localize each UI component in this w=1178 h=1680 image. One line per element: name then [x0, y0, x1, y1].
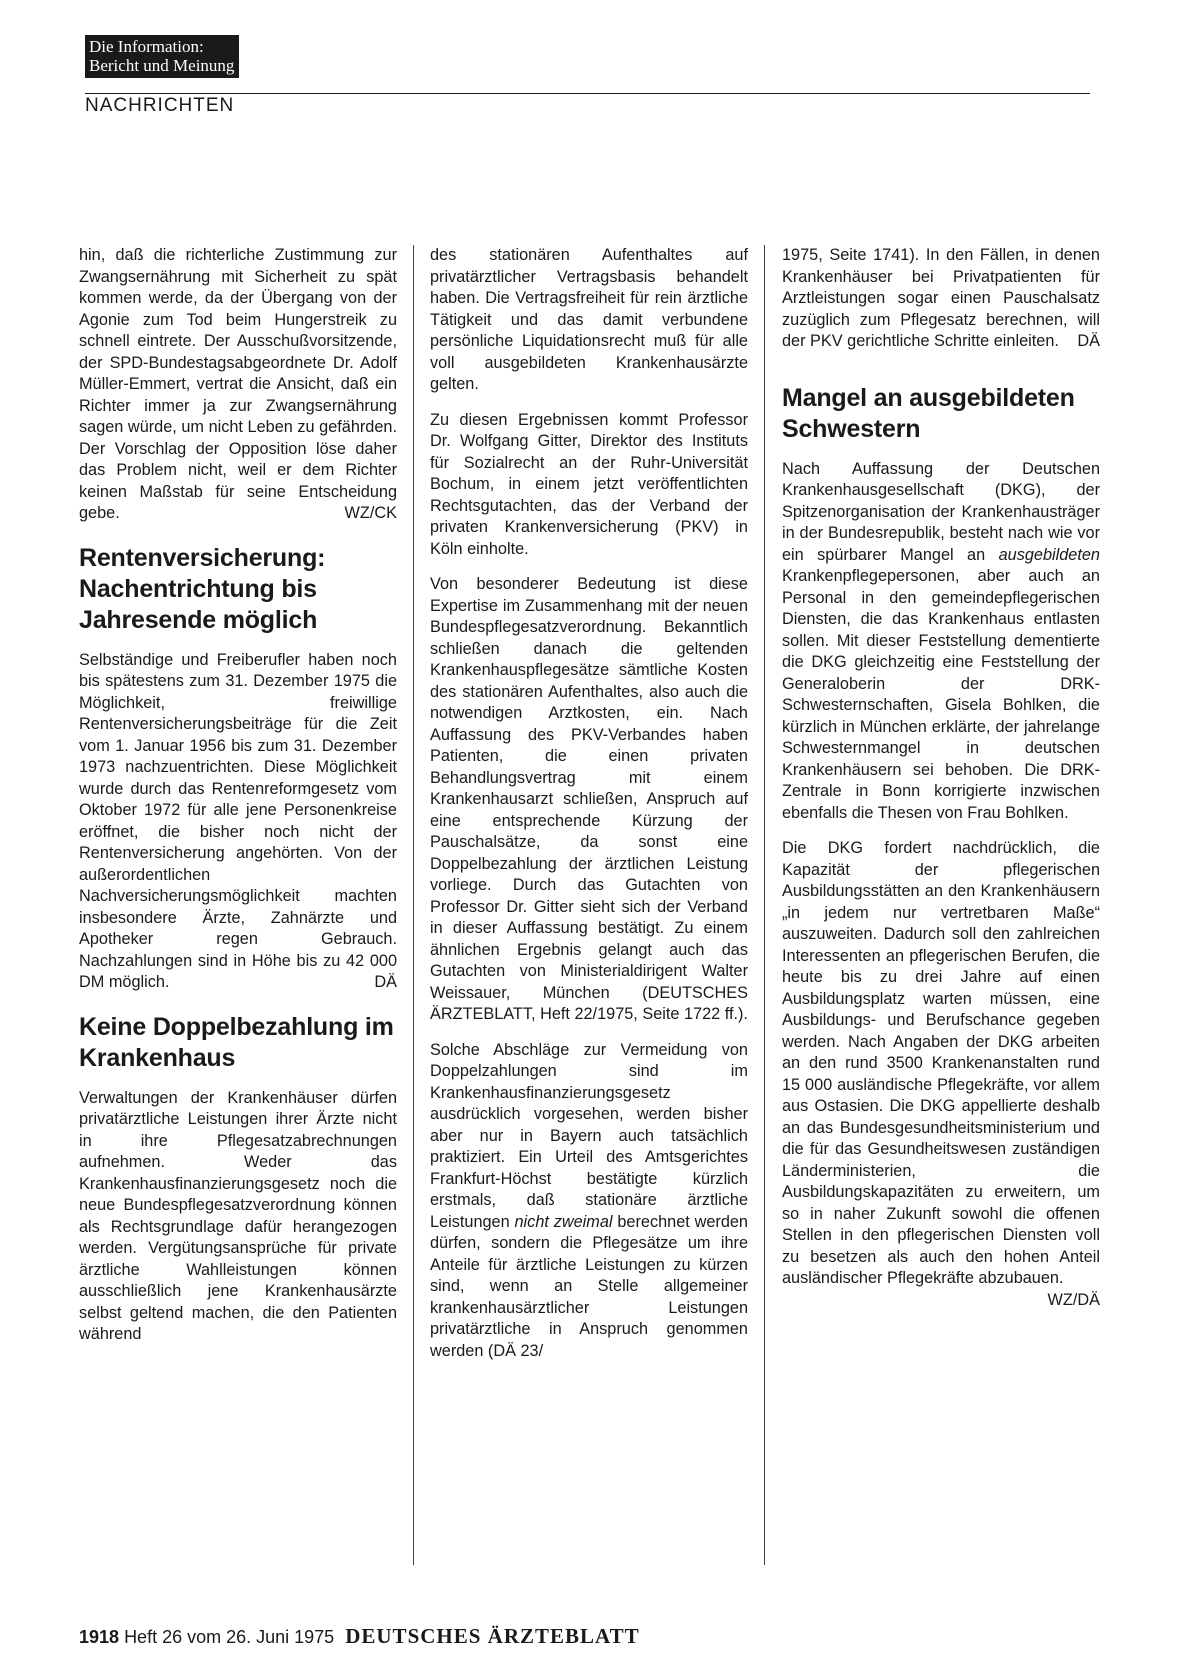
headline-schwestern: Mangel an ausgebildeten Schwestern — [782, 383, 1075, 443]
column-divider — [413, 245, 414, 1565]
masthead: DEUTSCHES ÄRZTEBLATT — [345, 1624, 640, 1648]
paragraph: des stationären Aufenthaltes auf privatärztlicher Vertragsbasis behandelt haben. Die Vertragsfreiheit für rein ärztliche Tätigkeit und das damit verbundene persönliche Liquidationsrecht muß für alle voll ausgebildeten Krankenhausärzte gelten. — [430, 246, 748, 393]
page-footer — [79, 1624, 640, 1649]
paragraph: Selbständige und Freiberufler haben noch bis spätestens zum 31. Dezember 1975 die Möglichkeit, freiwillige Rentenversicherungsbeiträge für die Zeit vom 1. Januar 1956 bis zum 31. Dezember 1973 nachzuentrichten. Diese Möglichkeit wurde durch das Rentenreformgesetz vom Oktober 1972 für alle jene Personenkreise eröffnet, die bisher noch nicht der Rentenversicherung angehörten. Von der außerordentlichen Nachversicherungsmöglichkeit machten insbesondere Ärzte, Zahnärzte und Apotheker regen Gebrauch. Nachzahlungen sind in Höhe bis zu 42 000 DM möglich. DÄ — [79, 650, 397, 994]
column-3 — [782, 245, 1100, 1311]
page-number: 1918 — [79, 1627, 120, 1647]
author-signature: WZ/CK — [344, 504, 397, 522]
author-signature: DÄ — [1077, 332, 1100, 350]
rubric-box — [85, 35, 239, 78]
headline-doppelbezahlung: Keine Doppelbezahlung im Krankenhaus — [79, 1012, 394, 1072]
paragraph: Verwaltungen der Krankenhäuser dürfen privatärztliche Leistungen ihrer Ärzte nicht in ihre Pflegesatzabrechnungen aufnehmen. Weder das Krankenhausfinanzierungsgesetz noch die neue Bundespflegesatzverordnung können als Rechtsgrundlage dafür herangezogen werden. Vergütungsansprüche für private ärztliche Wahlleistungen können ausschließlich jene Krankenhausärzte selbst geltend machen, die den Patienten während — [79, 1088, 397, 1343]
header-rule — [85, 93, 1090, 94]
author-signature: WZ/DÄ — [1047, 1290, 1100, 1309]
paragraph: Die DKG fordert nachdrücklich, die Kapazität der pflegerischen Ausbildungsstätten an den Krankenhäusern „in jedem nur vertretbaren Maße“ auszuweiten. Dadurch soll den zahlreichen Interessenten an pflegerischen Berufen, die heute bis zu drei Jahre auf einen Ausbildungsplatz warten müssen, eine Ausbildungs- und Berufschance gegeben werden. Nach Angaben der DKG arbeiten an den rund 3500 Krankenanstalten rund 15 000 ausländische Pflegekräfte, vor allem aus Ostasien. Die DKG appellierte deshalb an das Bundesgesundheitsministerium und die für das Gesundheitswesen zuständigen Länderministerien, die Ausbildungskapazitäten zu erweitern, um so in naher Zukunft sowohl die offenen Stellen in den pflegerischen Diensten voll zu besetzen als auch den hohen Anteil ausländischer Pflegekräfte abzubauen. WZ/DÄ — [782, 838, 1100, 1290]
column-2 — [430, 245, 748, 1376]
paragraph: 1975, Seite 1741). In den Fällen, in denen Krankenhäuser bei Privatpatienten für Arztleistungen sogar einen Pauschalsatz zuzüglich zum Pflegesatz berechnen, will der PKV gerichtliche Schritte einleiten. DÄ — [782, 245, 1100, 353]
paragraph: hin, daß die richterliche Zustimmung zur Zwangsernährung mit Sicherheit zu spät kommen werde, da der Übergang von der Agonie zum Tod beim Hungerstreik zu schnell eintrete. Der Ausschußvorsitzende, der SPD-Bundestagsabgeordnete Dr. Adolf Müller-Emmert, vertrat die Ansicht, daß ein Richter immer ja zur Zwangsernährung sagen würde, um nicht Leben zu gefährden. Der Vorschlag der Opposition löse daher das Problem nicht, weil er dem Richter keinen Maßstab für seine Entscheidung gebe. WZ/CK — [79, 245, 397, 525]
headline-rentenversicherung: Rentenversicherung: Nachentrichtung bis Jahresende möglich — [79, 543, 326, 634]
issue-info: Heft 26 vom 26. Juni 1975 — [124, 1627, 335, 1647]
section-title: NACHRICHTEN — [85, 95, 235, 116]
rubric-line-1: Die Information: — [89, 37, 204, 56]
author-signature: DÄ — [374, 973, 397, 991]
paragraph: Solche Abschläge zur Vermeidung von Doppelzahlungen sind im Krankenhausfinanzierungsgesetz ausdrücklich vorgesehen, werden bisher aber nur in Bayern auch tatsächlich praktiziert. Ein Urteil des Amtsgerichtes Frankfurt-Höchst bestätigte kürzlich erstmals, daß stationäre ärztliche Leistungen nicht zweimal berechnet werden dürfen, sondern die Pflegesätze um ihre Anteile für ärztliche Leistungen zu kürzen sind, wenn an Stelle allgemeiner krankenhausärztlicher Leistungen privatärztliche in Anspruch genommen werden (DÄ 23/ — [430, 1040, 748, 1360]
emphasis: ausgebildeten — [998, 545, 1100, 564]
rubric-line-2: Bericht und Meinung — [89, 56, 235, 75]
emphasis: nicht zweimal — [514, 1212, 613, 1231]
column-divider — [764, 245, 765, 1565]
paragraph: Von besonderer Bedeutung ist diese Expertise im Zusammenhang mit der neuen Bundespflegesatzverordnung. Bekanntlich schließen danach die geltenden Krankenhauspflegesätze sämtliche Kosten des stationären Aufenthaltes, also auch die notwendigen Arztkosten, ein. Nach Auffassung des PKV-Verbandes haben Patienten, die einen privaten Behandlungsvertrag mit einem Krankenhausarzt schließen, Anspruch auf eine entsprechende Kürzung der Pauschalsätze, da sonst eine Doppelbezahlung der ärztlichen Leistung vorliege. Durch das Gutachten von Professor Dr. Gitter sieht sich der Verband in dieser Auffassung bestätigt. Zu einem ähnlichen Ergebnis gelangt auch das Gutachten von Ministerialdirigent Walter Weissauer, München (DEUTSCHES ÄRZTEBLATT, Heft 22/1975, Seite 1722 ff.). — [430, 575, 748, 1023]
paragraph: Zu diesen Ergebnissen kommt Professor Dr. Wolfgang Gitter, Direktor des Instituts für Sozialrecht an der Ruhr-Universität Bochum, in einem jetzt veröffentlichten Rechtsgutachten, das der Verband der privaten Krankenversicherung (PKV) in Köln einholte. — [430, 410, 748, 558]
paragraph: Nach Auffassung der Deutschen Krankenhausgesellschaft (DKG), der Spitzenorganisation der Krankenhausträger in der Bundesrepublik, besteht nach wie vor ein spürbarer Mangel an ausgebildeten Krankenpflegepersonen, aber auch an Personal in den gemeindepflegerischen Diensten, die das Krankenhaus entlasten sollen. Mit dieser Feststellung dementierte die DKG gleichzeitig eine Feststellung der Generaloberin der DRK-Schwesternschaften, Gisela Bohlken, die kürzlich in München erklärte, der jahrelange Schwesternmangel in deutschen Krankenhäusern sei behoben. Die DRK-Zentrale in Bonn korrigierte inzwischen ebenfalls die Thesen von Frau Bohlken. — [782, 459, 1100, 822]
column-1 — [79, 245, 397, 1360]
